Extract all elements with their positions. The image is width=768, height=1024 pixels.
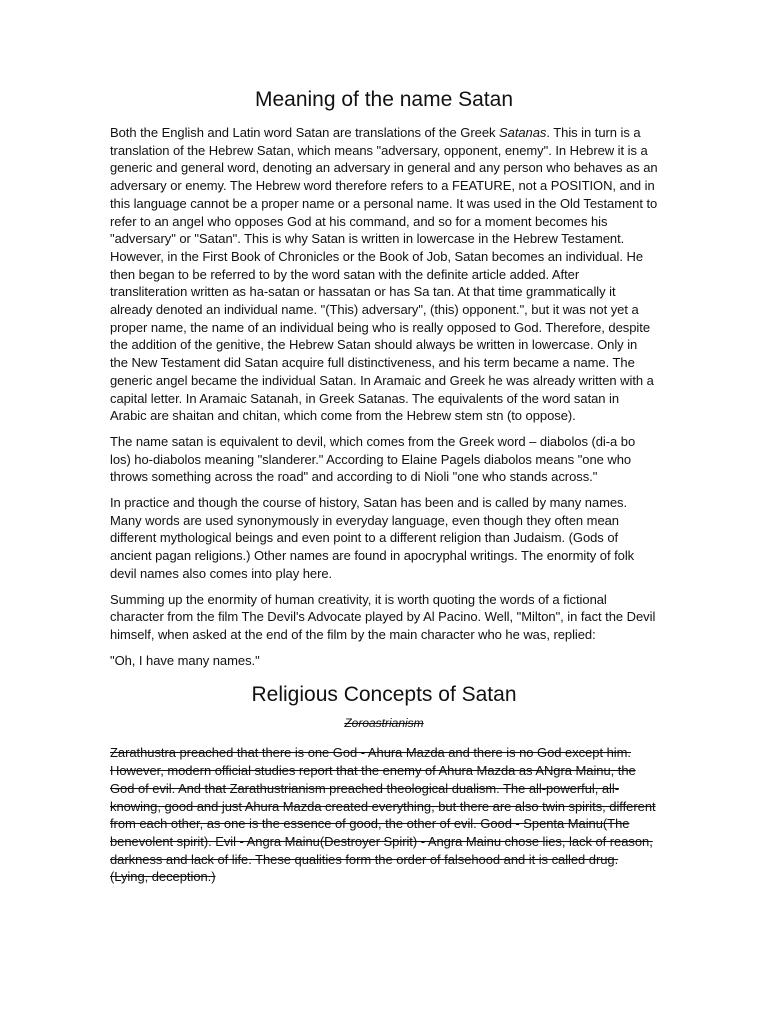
paragraph-text-rest: . This in turn is a translation of the Hebrew Satan, which means "adversary, opponent, enemy". In Hebrew it is a generic and general word, denoting an adversary in general and any person who behaves as an adversary or enemy. The Hebrew word therefore refers to a FEATURE, not a POSITION, and in this language cannot be a proper name or a personal name. It was used in the Old Testament to refer to an angel who opposes God at his command, and so for a moment becomes his "adversary" or "Satan". This is why Satan is written in lowercase in the Hebrew Testament. However, in the First Book of Chronicles or the Book of Job, Satan becomes an individual. He then began to be referred to by the word satan with the definite article added. After transliteration written as ha-satan or hassatan or has Sa tan. At that time grammatically it already denoted an individual name. "(This) adversary", (this) opponent.", but it was not yet a proper name, the name of an individual being who is really opposed to God. Therefore, despite the addition of the genitive, the Hebrew Satan should always be written in lowercase. Only in the New Testament did Satan acquire full distinctiveness, and his term became a name. The generic angel became the individual Satan. In Aramaic and Greek he was already written with a capital letter. In Aramaic Satanah, in Greek Satanas. The equivalents of the word satan in Arabic are shaitan and chitan, which come from the Hebrew stem stn (to oppose). — [110, 125, 658, 424]
paragraph-devil: The name satan is equivalent to devil, which comes from the Greek word – diabolos (di-a bo los) ho-diabolos meaning "slanderer." According to Elaine Pagels diabolos means "one who throws something across the road" and according to di Nioli "one who stands across." — [110, 433, 636, 485]
paragraph-text-start: Both the English and Latin word Satan are translations of the Greek — [110, 125, 500, 140]
document-page — [110, 86, 658, 894]
quote-many-names: "Oh, I have many names." — [110, 652, 260, 668]
italic-word-satanas: Satanas — [499, 125, 547, 140]
subheading-zoroastrianism: Zoroastrianism — [344, 716, 424, 731]
page-title: Meaning of the name Satan — [254, 88, 513, 111]
paragraph-name-meaning — [110, 124, 658, 425]
paragraph-devils-advocate: Summing up the enormity of human creativity, it is worth quoting the words of a fictional character from the film The Devil's Advocate played by Al Pacino. Well, "Milton", in fact the Devil himself, when asked at the end of the film by the main character who he was, replied: — [110, 591, 656, 642]
paragraph-many-names: In practice and though the course of history, Satan has been and is called by many names. Many words are used synonymously in everyday language, even though they often mean different mythological beings and even point to a different religion than Judaism. (Gods of ancient pagan religions.) Other names are found in apocryphal writings. The enormity of folk devil names also comes into play here. — [110, 495, 635, 581]
section-title-religious-concepts: Religious Concepts of Satan — [251, 683, 517, 707]
paragraph-zarathustra-struck: Zarathustra preached that there is one God - Ahura Mazda and there is no God except him. However, modern official studies report that the enemy of Ahura Mazda as ANgra Mainu, the God of evil. And that Zarathustrianism preached theological dualism. The all-powerful, all-knowing, good and just Ahura Mazda created everything, but there are also twin spirits, different from each other, as one is the essence of good, the other of evil. Good - Spenta Mainu(The benevolent spirit). Evil - Angra Mainu(Destroyer Spirit) - Angra Mainu chose lies, lack of reason, darkness and lack of life. These qualities form the order of falsehood and it is called drug. (Lying, deception.) — [110, 745, 656, 885]
